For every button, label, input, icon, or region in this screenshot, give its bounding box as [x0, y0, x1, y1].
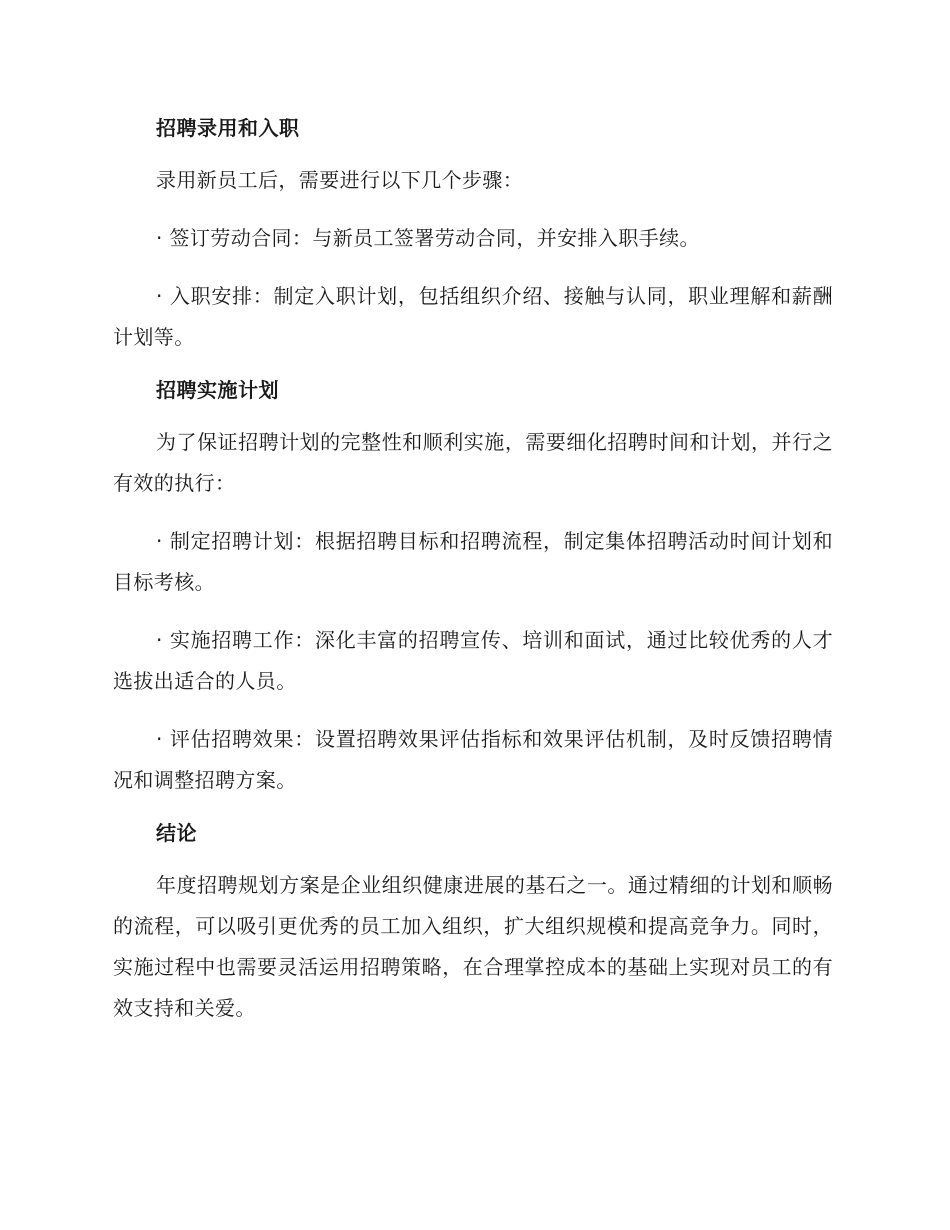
section-heading-implementation: 招聘实施计划 — [156, 378, 279, 402]
document-page — [113, 108, 833, 1029]
section-heading-onboarding: 招聘录用和入职 — [156, 116, 300, 140]
section-heading-conclusion: 结论 — [156, 821, 197, 845]
bullet-evaluate-effect: · 评估招聘效果：设置招聘效果评估指标和效果评估机制，及时反馈招聘情况和调整招聘方案。 — [113, 727, 833, 792]
bullet-onboarding-arrangement: · 入职安排：制定入职计划，包括组织介绍、接触与认同，职业理解和薪酬计划等。 — [113, 284, 833, 349]
bullet-sign-contract: · 签订劳动合同：与新员工签署劳动合同，并安排入职手续。 — [156, 226, 700, 250]
bullet-make-plan: · 制定招聘计划：根据招聘目标和招聘流程，制定集体招聘活动时间计划和目标考核。 — [113, 529, 833, 594]
bullet-implement-recruiting: · 实施招聘工作：深化丰富的招聘宣传、培训和面试，通过比较优秀的人才选拔出适合的人员。 — [113, 628, 833, 693]
paragraph-conclusion: 年度招聘规划方案是企业组织健康进展的基石之一。通过精细的计划和顺畅的流程，可以吸引更优秀的员工加入组织，扩大组织规模和提高竞争力。同时，实施过程中也需要灵活运用招聘策略，在合理掌控成本的基础上实现对员工的有效支持和关爱。 — [113, 873, 833, 1020]
paragraph-implementation-intro: 为了保证招聘计划的完整性和顺利实施，需要细化招聘时间和计划，并行之有效的执行： — [113, 430, 833, 495]
paragraph-onboarding-intro: 录用新员工后，需要进行以下几个步骤： — [156, 168, 524, 192]
